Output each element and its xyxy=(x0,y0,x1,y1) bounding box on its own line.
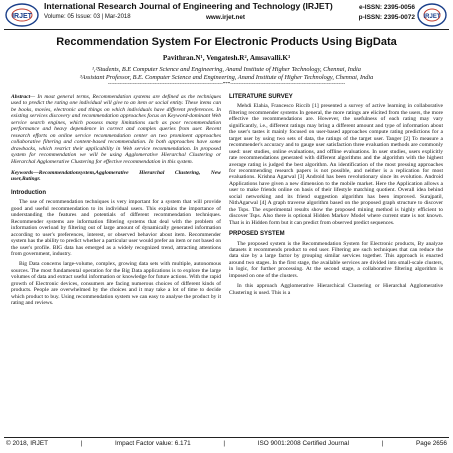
volume-issue: Volume: 05 Issue: 03 | Mar-2018 xyxy=(44,14,131,20)
literature-survey-heading: LITERATURE SURVEY xyxy=(229,94,293,100)
p-issn: p-ISSN: 2395-0072 xyxy=(358,14,415,21)
footer-separator-1: | xyxy=(80,440,83,447)
journal-name: International Research Journal of Engineering and Technology (IRJET) xyxy=(44,1,333,11)
footer-separator-2: | xyxy=(223,440,226,447)
e-issn: e-ISSN: 2395-0056 xyxy=(358,4,415,11)
literature-survey-paragraph: Mehdi Elahia, Francesco Riccib [1] presented a survey of active learning in collaborative filtering recommender systems In general, the more ratings are elicited from the users, the more effective the recommendations are. However, the usefulness of each rating may vary significantly, i.e., different ratings may bring a different amount and type of information about the user's tastes it mainly focused on user-based approaches compute rating predictions for a target user by using two sets of data, the ratings of the target user. Tanger [2] To measure a recommender's accuracy and to gauge user satisfaction three evaluation methods are commonly used: user studies, online evaluations, and offline evaluations. In user studies, users explicitly rate recommendations generated with different algorithms and the algorithm with the highest average rating is judged the best algorithm. An identification of the most pressing approaches for recommending research papers is not possible, and neither is a replication for most evaluations. Krishna Agarwal [3] Android has been revolutionary since its evolution. Android Applications have given a new dimension to the mobile market. Here the Application allows a user to make friends online on basis of their lifestyle matching quotient. Overall idea behind social networking and its friend suggestion algorithm has been improved. Surajpatil, NithAgarwal [4] A graph traverse algorithm based on the proposed graph structure to discover the Tsps. The experimental results show the proposed mining method is highly efficient to discover Tsps. Also there is optional Hidden Markov Model where current state is not known. That is in Hidden form but it can predict from observed predict sequences. xyxy=(229,103,443,226)
header-rule xyxy=(4,29,449,30)
footer-page-number: Page 2656 xyxy=(416,440,447,447)
keywords-label: Keywords xyxy=(11,169,34,176)
introduction-heading: Introduction xyxy=(11,189,46,196)
svg-text:IRJET: IRJET xyxy=(423,14,441,20)
paper-authors: Pavithran.N¹, Vengatesh.R², Amsavalli.K³ xyxy=(162,54,291,62)
svg-text:IRJET: IRJET xyxy=(12,13,32,20)
proposed-system-paragraph-2: In this approach Agglomerative Hierarchical Clustering or Hierarchal Agglomerative Clustering is used. This is a xyxy=(229,283,443,296)
footer-copyright: © 2018, IRJET xyxy=(6,440,49,447)
affiliation-professor: ³Assistant Professor, B.E. Computer Science and Engineering, Anand Institute of Higher Technology, Chennai, India xyxy=(79,74,374,81)
right-column xyxy=(229,94,443,296)
abstract-label: Abstract xyxy=(11,94,31,100)
footer-iso: ISO 9001:2008 Certified Journal xyxy=(257,440,350,447)
abstract-text: — In most general terms, Recommendation systems are defined as the techniques used to predict the rating one individual will give to an item or social entity. These items can be books, movies, electronic and things on which individuals have different preferences. In existing services discovery and recommendation approaches focus on Keyword-dominant Web service search engines, which possess many limitations such as poor recommendation performance and heavy dependence in correct and complex queries from user. Recent research efforts on online service recommendation center on two prominent approaches collaborative filtering and content-based recommendation. In both approaches have some drawbacks, which restrict their applicability in Web service recommendation. In proposed system for recommendation we will be using Agglomerative Hierarchal Clustering or Hierarchal Agglomerative Clustering for effective recommendation in this system. xyxy=(11,94,221,165)
left-column xyxy=(11,94,221,307)
abstract-paragraph xyxy=(11,94,221,165)
introduction-paragraph-1: The use of recommendation techniques is very important for a system that will provide good and useful recommendation to its individual users. This explains the importance of understanding the features and potentials of different recommendation techniques. Recommender systems are information filtering systems that deal with the problem of information overload by filtering out of large amount of dynamically generated information according to user's preferences, interest, or observed behavior about item. Recommender system has the ability to predict whether a particular user would prefer an item or not based on the user's profile. BIG data has emerged as a widely recognized trend, attracting attentions from government, industry. xyxy=(11,199,221,257)
irjet-logo-right-icon xyxy=(416,2,448,28)
footer-rule xyxy=(4,437,449,438)
keywords-text: —Recommendationsystem,Agglomerative Hierarchal Clustering, New user,Ratingr. xyxy=(11,169,221,183)
introduction-paragraph-2: Big Data concerns large-volume, complex, growing data sets with multiple, autonomous sources. The most fundamental operation for the Big Data applications is to explore the large volumes of data and extract useful information or knowledge for future actions. With the rapid growth of Electronic devices, consumers are facing numerous choices of different kinds of products. People are overwhelmed by the choices and it may take a lot of time to decide which product to buy. Using recommendation system we can easy to analyse the product by it rating and reviews. xyxy=(11,261,221,307)
affiliation-students: ¹,²Students, B.E Computer Science and Engineering, Anand Institute of Higher Technology, Chennai, India xyxy=(92,66,361,73)
proposed-system-paragraph-1: The proposed system is the Recommendation System for Electronic products, By analyze datasets it recommends product to end user. Filtering are such techniques that can reduce the data size by a large factor by grouping similar services together. This approach is enacted around two stages. In the first stage, the available services are divided into small-scale clusters, in logic, for further processing. At the second stage, a collaborative filtering algorithm is imposed on one of the clusters. xyxy=(229,240,443,279)
journal-website[interactable]: www.irjet.net xyxy=(206,14,245,21)
irjet-logo-icon xyxy=(4,2,40,28)
paper-title: Recommendation System For Electronic Products Using BigData xyxy=(56,36,397,48)
footer-impact-factor: Impact Factor value: 6.171 xyxy=(115,440,191,447)
section-divider: ---------------------------------------------------------------------***--------------------------------------------------------------------- xyxy=(107,82,346,87)
footer-separator-3: | xyxy=(381,440,384,447)
keywords-paragraph xyxy=(11,170,221,183)
proposed-system-heading: PRPOSED SYSTEM xyxy=(229,231,285,238)
page-footer xyxy=(6,440,447,447)
